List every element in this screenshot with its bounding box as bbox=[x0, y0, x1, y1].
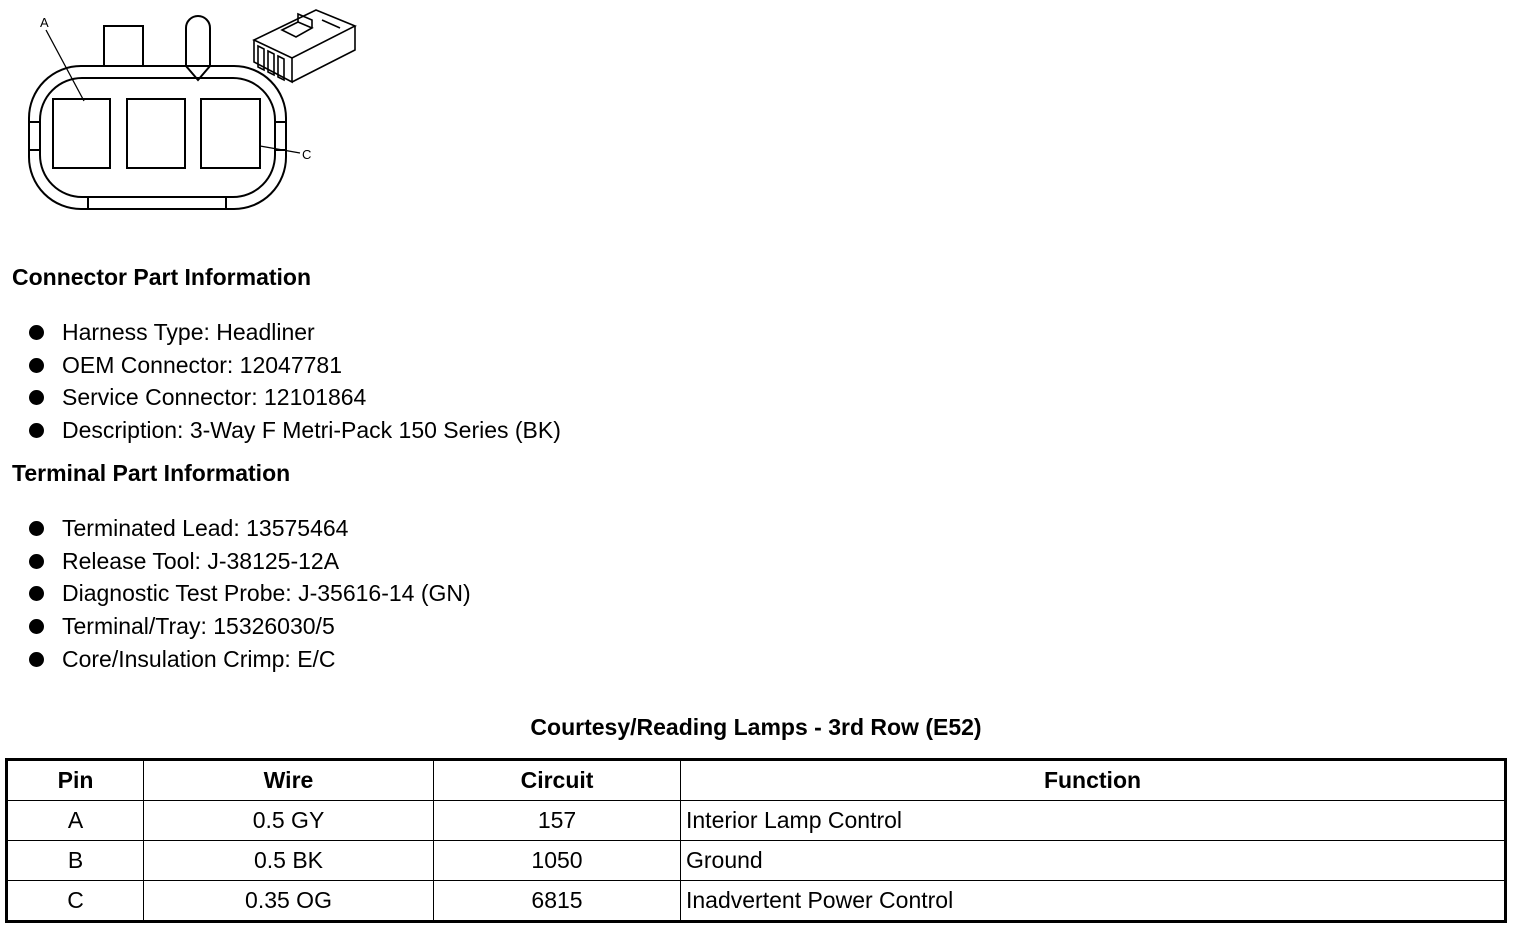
pinout-table bbox=[5, 758, 1507, 923]
cell-circuit: 1050 bbox=[434, 841, 681, 881]
bullet-icon bbox=[29, 586, 44, 601]
table-row bbox=[7, 841, 1506, 881]
cell-function: Interior Lamp Control bbox=[681, 801, 1506, 841]
column-header-pin: Pin bbox=[7, 760, 144, 801]
cell-pin: A bbox=[7, 801, 144, 841]
connector-housing-outer bbox=[29, 66, 286, 209]
list-item-text: Terminated Lead: 13575464 bbox=[62, 515, 349, 541]
cavity-a bbox=[53, 99, 110, 168]
lock-tab-left bbox=[104, 26, 143, 66]
table-header-row bbox=[7, 760, 1506, 801]
cell-circuit: 157 bbox=[434, 801, 681, 841]
bullet-icon bbox=[29, 554, 44, 569]
column-header-wire: Wire bbox=[144, 760, 434, 801]
bullet-icon bbox=[29, 423, 44, 438]
list-item-text: Service Connector: 12101864 bbox=[62, 384, 367, 411]
cell-pin: B bbox=[7, 841, 144, 881]
list-item-text: Diagnostic Test Probe: J-35616-14 (GN) bbox=[62, 580, 471, 607]
cavity-label-c: C bbox=[302, 147, 312, 162]
cell-function: Inadvertent Power Control bbox=[681, 881, 1506, 922]
lock-tab-right bbox=[186, 16, 210, 80]
bullet-icon bbox=[29, 652, 44, 667]
connector-info-heading: Connector Part Information bbox=[12, 264, 312, 290]
table-row bbox=[7, 881, 1506, 922]
list-item-text: Release Tool: J-38125-12A bbox=[62, 547, 340, 574]
cell-pin: C bbox=[7, 881, 144, 922]
column-header-circuit: Circuit bbox=[434, 760, 681, 801]
list-item-text: OEM Connector: 12047781 bbox=[62, 351, 343, 378]
bullet-icon bbox=[29, 521, 44, 536]
table-title: Courtesy/Reading Lamps - 3rd Row (E52) bbox=[530, 714, 982, 740]
list-item-text: Core/Insulation Crimp: E/C bbox=[62, 645, 336, 672]
connector-housing-inner bbox=[40, 78, 275, 197]
cavity-label-a: A bbox=[40, 15, 49, 30]
cell-wire: 0.5 BK bbox=[144, 841, 434, 881]
cell-wire: 0.35 OG bbox=[144, 881, 434, 922]
cell-function: Ground bbox=[681, 841, 1506, 881]
list-item-text: Harness Type: Headliner bbox=[62, 319, 315, 345]
bullet-icon bbox=[29, 390, 44, 405]
cavity-c bbox=[201, 99, 260, 168]
connector-isometric-icon bbox=[254, 10, 355, 82]
connector-face-diagram bbox=[0, 0, 380, 230]
list-item-text: Terminal/Tray: 15326030/5 bbox=[62, 613, 335, 640]
terminal-info-heading: Terminal Part Information bbox=[12, 460, 291, 486]
bullet-icon bbox=[29, 619, 44, 634]
cell-circuit: 6815 bbox=[434, 881, 681, 922]
bullet-icon bbox=[29, 325, 44, 340]
table-row bbox=[7, 801, 1506, 841]
cell-wire: 0.5 GY bbox=[144, 801, 434, 841]
column-header-function: Function bbox=[681, 760, 1506, 801]
cavity-b bbox=[127, 99, 185, 168]
bullet-icon bbox=[29, 358, 44, 373]
list-item-text: Description: 3-Way F Metri-Pack 150 Series (BK) bbox=[62, 417, 561, 444]
